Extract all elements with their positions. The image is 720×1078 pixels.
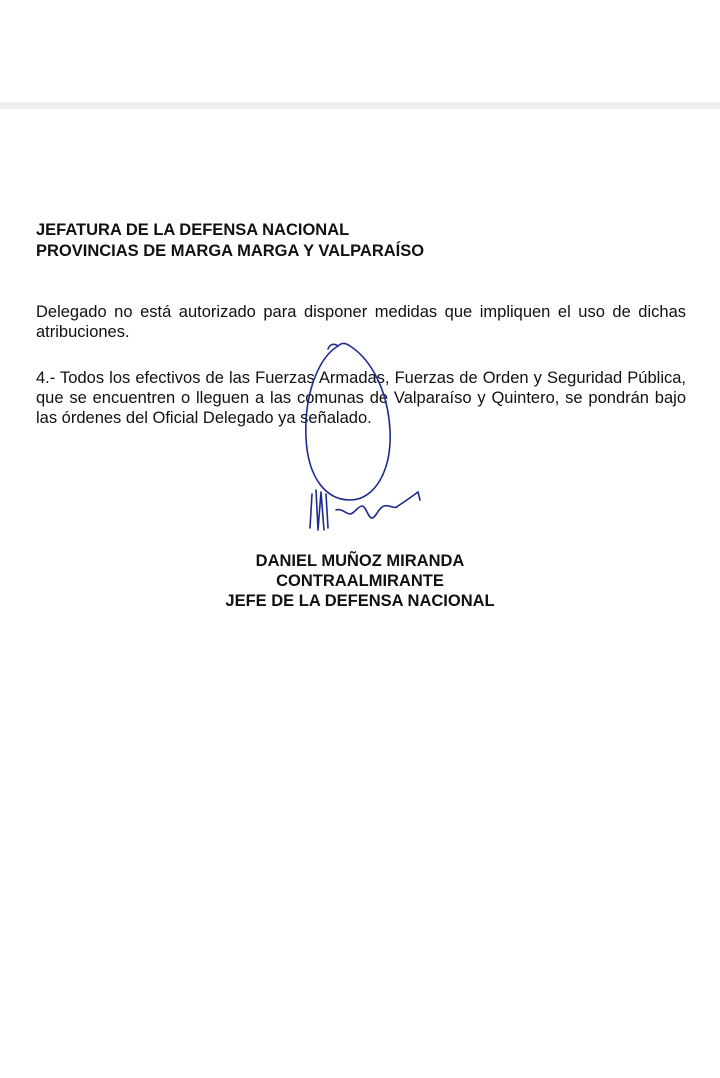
page-top-edge [0,102,720,109]
signatory-block [0,551,720,611]
paragraph-point-4: 4.- Todos los efectivos de las Fuerzas Armadas, Fuerzas de Orden y Seguridad Pública, que se encuentren o lleguen a las comunas de Valparaíso y Quintero, se pondrán bajo las órdenes del Oficial Delegado ya señalado. [36,369,686,427]
header-line-2: PROVINCIAS DE MARGA MARGA Y VALPARAÍSO [36,242,425,260]
signatory-name: DANIEL MUÑOZ MIRANDA [255,552,465,570]
photo-top-margin [0,0,720,102]
signatory-rank: CONTRAALMIRANTE [276,572,444,590]
header-line-1: JEFATURA DE LA DEFENSA NACIONAL [36,221,350,239]
paragraph-delegado: Delegado no está autorizado para disponer medidas que impliquen el uso de dichas atribuciones. [36,303,686,341]
signatory-position: JEFE DE LA DEFENSA NACIONAL [225,592,495,610]
document-header [36,220,424,262]
